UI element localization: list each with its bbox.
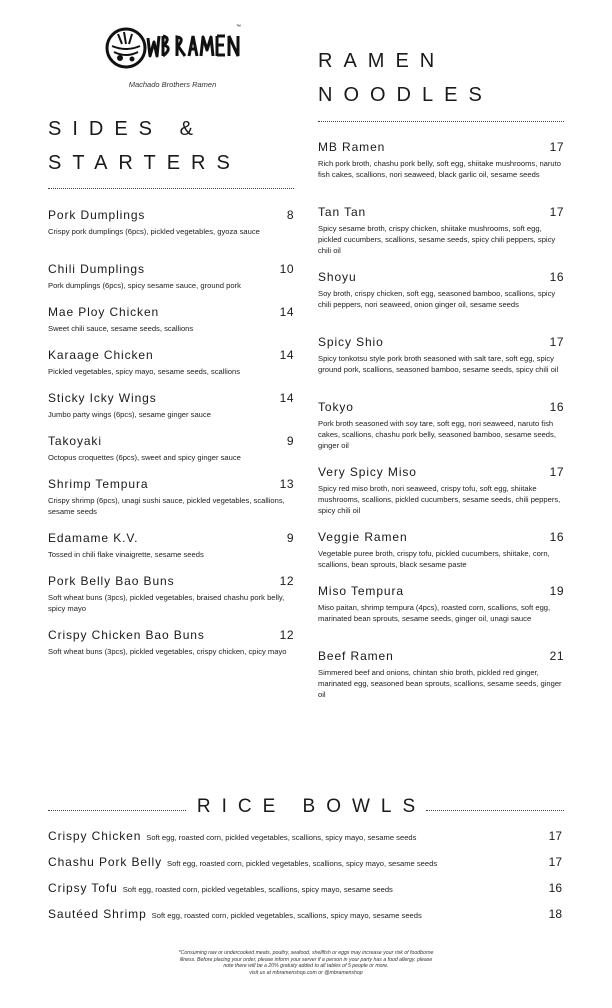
item-description: Crispy pork dumplings (6pcs), pickled vegetables, gyoza sauce — [48, 227, 260, 236]
item-price: 14 — [279, 348, 294, 362]
menu-item — [48, 305, 294, 334]
item-name: Crispy Chicken — [48, 829, 142, 843]
item-price: 16 — [549, 530, 564, 544]
item-price: 16 — [549, 400, 564, 414]
item-price: 12 — [279, 628, 294, 642]
footer-website: visit us at mbramenshop.com or @mbramenshop — [249, 969, 363, 976]
menu-item — [48, 531, 294, 560]
item-price: 8 — [286, 208, 294, 222]
item-name: Tokyo — [318, 400, 354, 414]
rice-heading — [0, 796, 612, 818]
ramen-bowl-logo-icon — [104, 22, 244, 74]
sides-heading — [48, 112, 241, 180]
item-name: Veggie Ramen — [318, 530, 408, 544]
item-price: 21 — [549, 649, 564, 663]
item-description: Spicy red miso broth, nori seaweed, crispy tofu, soft egg, shiitake mushrooms, scallions, pickled cucumbers, sesame seeds, chili peppers, spicy chili oil — [318, 484, 561, 515]
menu-item — [318, 584, 564, 624]
rice-heading-text: RICE BOWLS — [196, 796, 427, 817]
menu-item — [318, 205, 564, 256]
item-description: Spicy sesame broth, crispy chicken, shiitake mushrooms, soft egg, pickled cucumbers, scallions, sesame seeds, spicy chili peppers, spicy chili oil — [318, 224, 556, 255]
menu-item — [48, 628, 294, 657]
menu-item — [48, 434, 294, 463]
item-price: 17 — [549, 335, 564, 349]
item-name: Pork Belly Bao Buns — [48, 574, 175, 588]
item-description: Crispy shrimp (6pcs), unagi sushi sauce, pickled vegetables, scallions, sesame seeds — [48, 496, 285, 516]
ramen-heading-line1: RAMEN — [318, 50, 446, 72]
item-description: Soft egg, roasted corn, pickled vegetables, scallions, spicy mayo, sesame seeds — [146, 833, 417, 842]
item-description: Spicy tonkotsu style pork broth seasoned with salt tare, soft egg, spicy ground pork, scallions, seasoned bamboo, sesame seeds, spicy chili oil — [318, 354, 559, 374]
item-description: Sweet chili sauce, sesame seeds, scallions — [48, 324, 194, 333]
footer-line: illness. Before placing your order, please inform your server if a person in your party has a food allergy. please — [179, 956, 433, 963]
item-name: Miso Tempura — [318, 584, 404, 598]
menu-item — [318, 335, 564, 375]
menu-item — [318, 530, 564, 570]
item-description: Soft wheat buns (3pcs), pickled vegetables, crispy chicken, cpicy mayo — [48, 647, 287, 656]
footer-line: note there will be a 20% gratuity added to all tables of 5 people or more. — [223, 963, 389, 970]
item-name: Very Spicy Miso — [318, 465, 417, 479]
ramen-heading-line2: NOODLES — [318, 84, 493, 106]
item-name: Pork Dumplings — [48, 208, 146, 222]
item-name: Tan Tan — [318, 205, 367, 219]
item-price: 14 — [279, 305, 294, 319]
menu-item — [48, 477, 294, 517]
item-price: 16 — [548, 881, 562, 895]
item-description: Soy broth, crispy chicken, soft egg, seasoned bamboo, scallions, spicy chili peppers, nori seaweed, onion ginger oil, sesame seeds — [318, 289, 556, 309]
item-name: MB Ramen — [318, 140, 386, 154]
item-price: 16 — [549, 270, 564, 284]
item-price: 18 — [548, 907, 562, 921]
item-price: 17 — [548, 855, 562, 869]
rice-item — [48, 881, 562, 895]
trademark-symbol: ™ — [236, 24, 241, 30]
item-description: Soft egg, roasted corn, pickled vegetables, scallions, spicy mayo, sesame seeds — [122, 885, 393, 894]
item-price: 10 — [279, 262, 294, 276]
item-description: Rich pork broth, chashu pork belly, soft egg, shiitake mushrooms, naruto fish cakes, scallions, nori seaweed, black garlic oil, sesame seeds — [318, 159, 561, 179]
item-name: Karaage Chicken — [48, 348, 154, 362]
item-price: 14 — [279, 391, 294, 405]
item-name: Chashu Pork Belly — [48, 855, 163, 869]
item-description: Soft wheat buns (3pcs), pickled vegetables, braised chashu pork belly, spicy mayo — [48, 593, 285, 613]
item-name: Chili Dumplings — [48, 262, 145, 276]
item-description: Pickled vegetables, spicy mayo, sesame seeds, scallions — [48, 367, 241, 376]
menu-item — [48, 391, 294, 420]
item-name: Shrimp Tempura — [48, 477, 149, 491]
item-price: 12 — [279, 574, 294, 588]
menu-item — [48, 348, 294, 377]
rice-item — [48, 829, 562, 843]
brand-tagline: Machado Brothers Ramen — [128, 80, 217, 89]
item-description: Simmered beef and onions, chintan shio broth, pickled red ginger, marinated egg, seasoned bean sprouts, scallions, sesame seeds, ginger oil — [318, 668, 562, 699]
footer-disclaimer — [146, 950, 466, 976]
menu-item — [48, 574, 294, 614]
item-name: Spicy Shio — [318, 335, 384, 349]
item-description: Jumbo party wings (6pcs), sesame ginger sauce — [48, 410, 211, 419]
item-description: Vegetable puree broth, crispy tofu, pickled cucumbers, shiitake, corn, scallions, bean sprouts, black sesame paste — [318, 549, 550, 569]
footer-line: *Consuming raw or undercooked meats, poultry, seafood, shellfish or eggs may increase your risk of foodborne — [178, 950, 434, 956]
item-price: 17 — [549, 140, 564, 154]
item-name: Edamame K.V. — [48, 531, 139, 545]
menu-item — [48, 262, 294, 291]
menu-item — [318, 270, 564, 310]
menu-item — [318, 649, 564, 700]
item-description: Pork broth seasoned with soy tare, soft egg, nori seaweed, naruto fish cakes, scallions, chashu pork belly, seasoned bamboo, sesame seeds, ginger oil — [318, 419, 556, 450]
item-name: Takoyaki — [48, 434, 102, 448]
item-price: 17 — [549, 205, 564, 219]
ramen-divider — [318, 121, 564, 122]
item-name: Beef Ramen — [318, 649, 394, 663]
item-name: Mae Ploy Chicken — [48, 305, 160, 319]
rice-item — [48, 855, 562, 869]
menu-item — [318, 140, 564, 180]
item-description: Pork dumplings (6pcs), spicy sesame sauce, ground pork — [48, 281, 241, 290]
item-price: 9 — [286, 434, 294, 448]
item-name: Sticky Icky Wings — [48, 391, 157, 405]
sides-divider — [48, 188, 294, 189]
item-price: 13 — [279, 477, 294, 491]
item-price: 17 — [548, 829, 562, 843]
item-price: 17 — [549, 465, 564, 479]
item-price: 19 — [549, 584, 564, 598]
ramen-heading — [318, 44, 493, 112]
item-price: 9 — [286, 531, 294, 545]
rice-item — [48, 907, 562, 921]
item-description: Tossed in chili flake vinaigrette, sesame seeds — [48, 550, 204, 559]
menu-item — [318, 465, 564, 516]
menu-item — [48, 208, 294, 237]
item-name: Shoyu — [318, 270, 357, 284]
menu-item — [318, 400, 564, 451]
brand-logo — [104, 22, 244, 74]
item-name: Crispy Chicken Bao Buns — [48, 628, 205, 642]
item-description: Soft egg, roasted corn, pickled vegetables, scallions, spicy mayo, sesame seeds — [167, 859, 438, 868]
sides-heading-line1: SIDES & — [48, 118, 204, 140]
item-name: Cripsy Tofu — [48, 881, 118, 895]
item-description: Miso paitan, shrimp tempura (4pcs), roasted corn, scallions, soft egg, marinated bean sprouts, sesame seeds, ginger oil, unagi sauce — [318, 603, 551, 623]
item-description: Octopus croquettes (6pcs), sweet and spicy ginger sauce — [48, 453, 241, 462]
item-name: Sautéed Shrimp — [48, 907, 147, 921]
item-description: Soft egg, roasted corn, pickled vegetables, scallions, spicy mayo, sesame seeds — [151, 911, 422, 920]
sides-heading-line2: STARTERS — [48, 152, 241, 174]
